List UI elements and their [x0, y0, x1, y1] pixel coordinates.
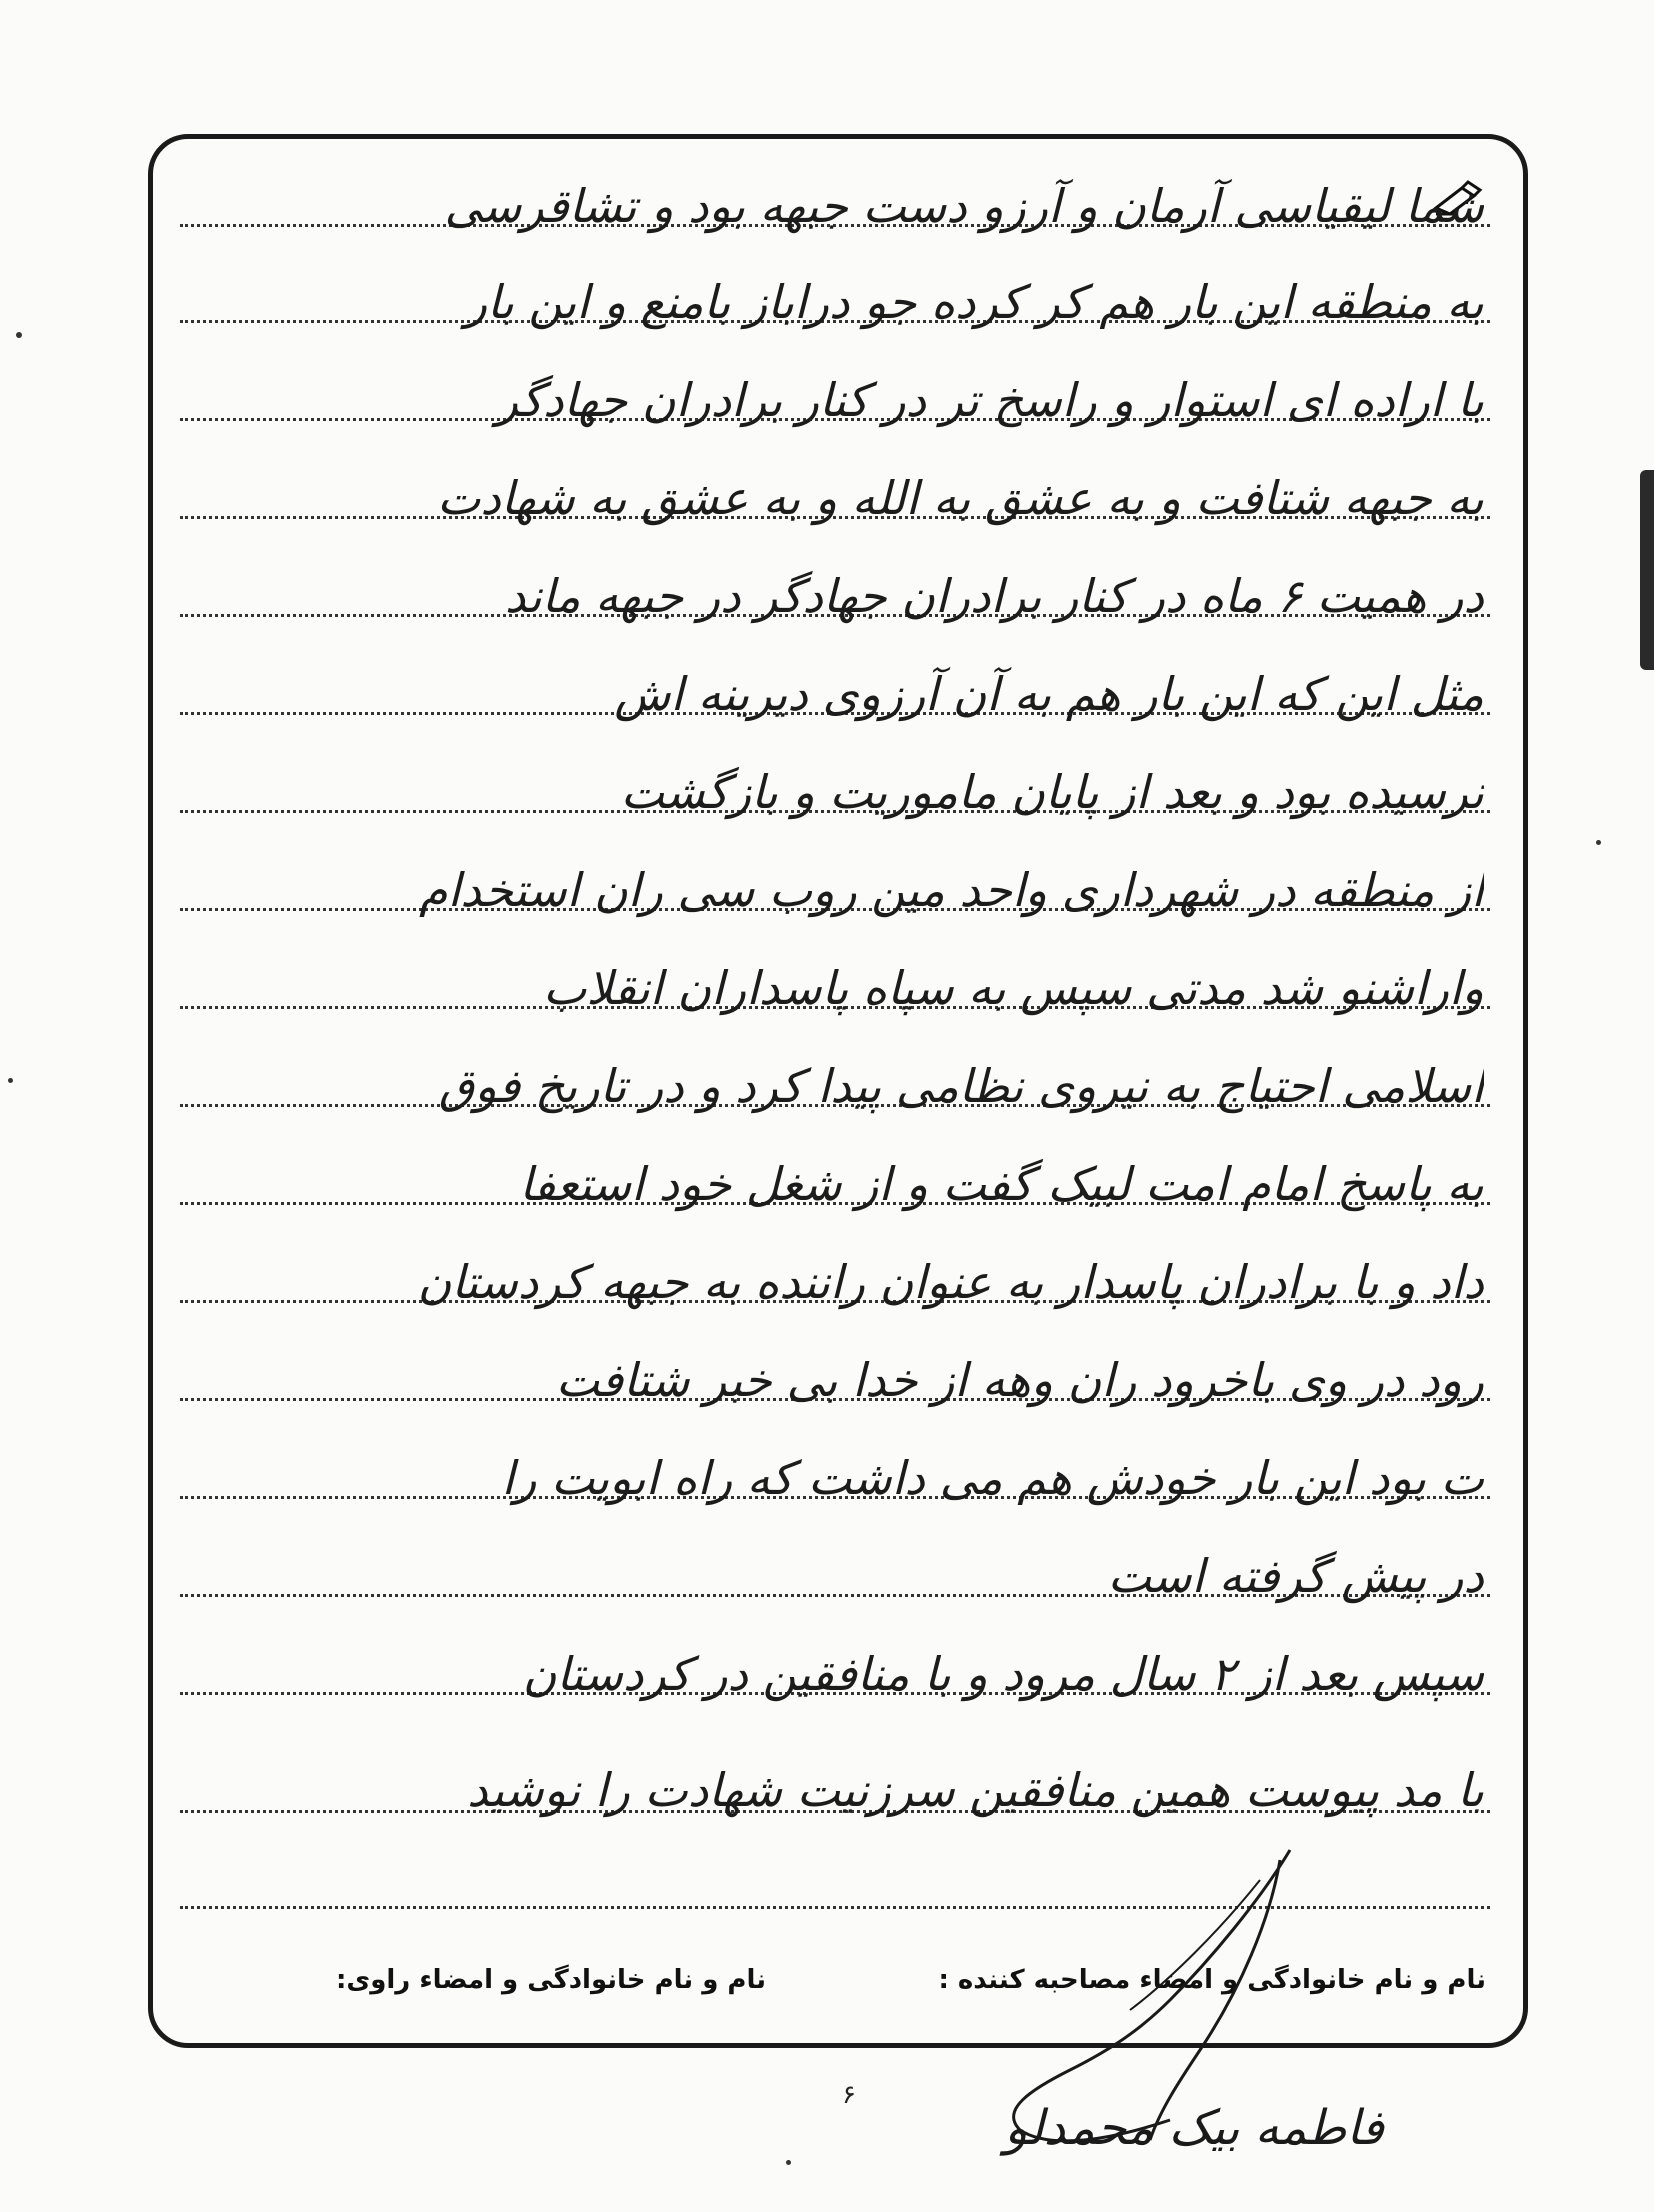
- handwritten-line: ت بود این بار خودش هم می داشت که راه ابویت را: [501, 1451, 1484, 1505]
- handwritten-line: سپس بعد از ۲ سال مرود و با منافقین در کردستان: [522, 1647, 1484, 1701]
- handwritten-line: نرسیده بود و بعد از پایان ماموریت و بازگشت: [620, 765, 1484, 819]
- handwritten-line: با مد پیوست همین منافقین سرزنیت شهادت را نوشید: [467, 1763, 1484, 1817]
- handwritten-line: به منطقه این بار هم کر کرده جو دراباز بامنع و این بار: [464, 275, 1484, 329]
- scan-speck: [8, 1078, 13, 1083]
- handwritten-line: در همیت ۶ ماه در کنار برادران جهادگر در جبهه ماند: [504, 569, 1484, 623]
- scan-speck: [786, 2160, 791, 2165]
- handwritten-line: واراشنو شد مدتی سپس به سپاه پاسداران انقلاب: [543, 961, 1484, 1015]
- handwritten-line: به پاسخ امام امت لبیک گفت و از شغل خود استعفا: [519, 1157, 1484, 1211]
- handwritten-line: از منطقه در شهرداری واحد مین روب سی ران استخدام: [419, 863, 1484, 917]
- scan-speck: [1596, 840, 1601, 845]
- narrator-signature-label: نام و نام خانوادگی و امضاء راوی:: [336, 1965, 766, 1995]
- scan-speck: [16, 332, 22, 338]
- binder-clip-edge: [1640, 470, 1654, 670]
- handwritten-line: اسلامی احتیاج به نیروی نظامی پیدا کرد و در تاریخ فوق: [438, 1059, 1484, 1113]
- handwritten-line: در پیش گرفته است: [1107, 1549, 1484, 1603]
- handwritten-line: با اراده ای استوار و راسخ تر در کنار برادران جهادگر: [495, 373, 1484, 427]
- handwritten-line: داد و با برادران پاسدار به عنوان راننده به جبهه کردستان: [417, 1255, 1484, 1309]
- handwritten-line: شما لیقیاسی آرمان و آرزو دست جبهه بود و تشاقرسی: [444, 179, 1484, 233]
- page-number: ۶: [842, 2080, 856, 2110]
- handwritten-line: به جبهه شتافت و به عشق به الله و به عشق به شهادت: [437, 471, 1484, 525]
- signature-name: فاطمه بیک محمدلو: [1004, 2100, 1384, 2156]
- interviewer-signature-label: نام و نام خانوادگی و امضاء مصاحبه کننده :: [938, 1965, 1486, 1995]
- handwritten-line: رود در وی باخرود ران وهه از خدا بی خبر شتافت: [555, 1353, 1484, 1407]
- handwritten-line: مثل این که این بار هم به آن آرزوی دیرینه اش: [614, 667, 1484, 721]
